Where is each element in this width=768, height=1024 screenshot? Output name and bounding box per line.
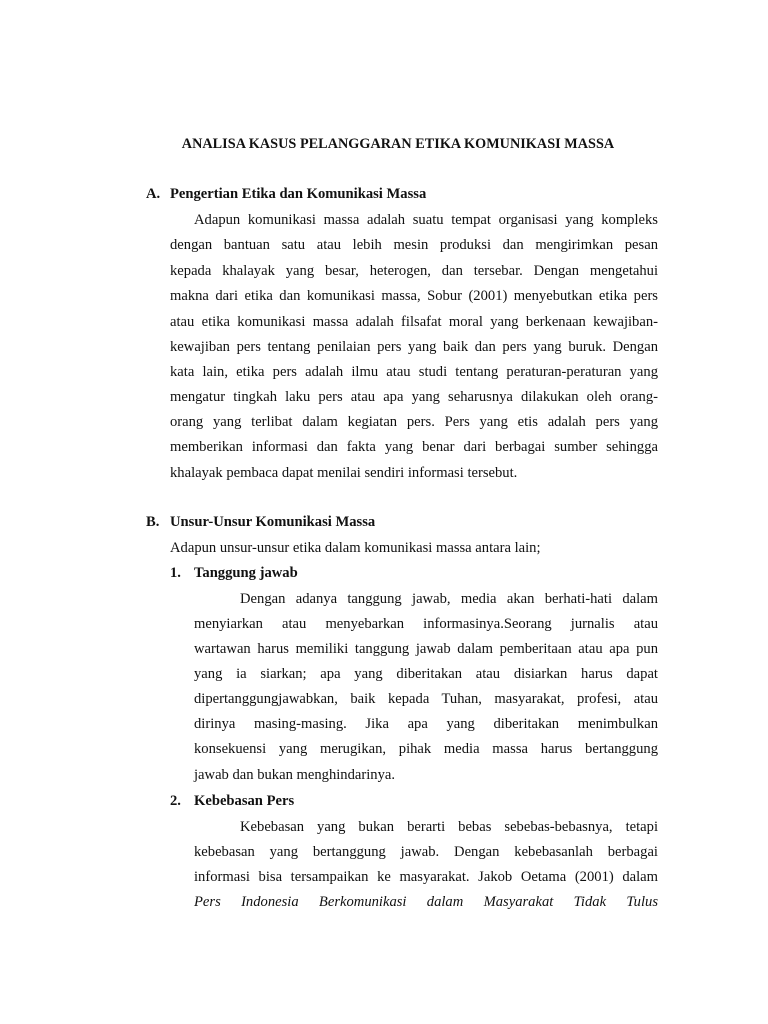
section-a-line-7: kata lain, etika pers adalah ilmu atau studi tentang peraturan-peraturan yang [170, 364, 658, 380]
section-b-marker: B. [146, 514, 160, 530]
section-a-line-9: orang yang terlibat dalam kegiatan pers. Pers yang etis adalah pers yang [170, 414, 658, 430]
item-2-line-2: kebebasan yang bertanggung jawab. Dengan kebebasanlah berbagai [194, 844, 658, 860]
item-1-heading [170, 565, 298, 582]
item-2-heading [170, 793, 294, 810]
item-1-title: Tanggung jawab [194, 565, 298, 581]
item-2-line-4: Pers Indonesia Berkomunikasi dalam Masyarakat Tidak Tulus [194, 894, 658, 910]
section-a-line-1: Adapun komunikasi massa adalah suatu tempat organisasi yang kompleks [194, 212, 658, 228]
section-a-title: Pengertian Etika dan Komunikasi Massa [170, 186, 427, 202]
item-1-marker: 1. [170, 565, 181, 581]
section-b-intro: Adapun unsur-unsur etika dalam komunikasi massa antara lain; [170, 540, 541, 556]
item-2-title: Kebebasan Pers [194, 793, 295, 809]
item-1-line-7: konsekuensi yang merugikan, pihak media massa harus bertanggung [194, 741, 658, 757]
section-a-line-5: atau etika komunikasi massa adalah filsafat moral yang berkenaan kewajiban- [170, 314, 658, 330]
item-1-line-8: jawab dan bukan menghindarinya. [194, 767, 396, 783]
item-1-line-6: dirinya masing-masing. Jika apa yang diberitakan menimbulkan [194, 716, 658, 732]
item-2-line-1: Kebebasan yang bukan berarti bebas sebebas-bebasnya, tetapi [240, 819, 658, 835]
section-a-line-6: kewajiban pers tentang penilaian pers yang baik dan pers yang buruk. Dengan [170, 339, 658, 355]
section-a-line-8: mengatur tingkah laku pers atau apa yang seharusnya dilakukan oleh orang- [170, 389, 658, 405]
document-title: ANALISA KASUS PELANGGARAN ETIKA KOMUNIKASI MASSA [181, 136, 615, 152]
item-1-line-4: yang ia siarkan; apa yang diberitakan atau disiarkan harus dapat [194, 666, 658, 682]
section-a-line-11: khalayak pembaca dapat menilai sendiri informasi tersebut. [170, 465, 518, 481]
section-a-marker: A. [146, 186, 161, 202]
section-a-line-3: kepada khalayak yang besar, heterogen, dan tersebar. Dengan mengetahui [170, 263, 658, 279]
item-1-line-3: wartawan harus memiliki tanggung jawab dalam pemberitaan atau apa pun [194, 641, 658, 657]
item-2-marker: 2. [170, 793, 181, 809]
section-a-line-10: memberikan informasi dan fakta yang benar dari berbagai sumber sehingga [170, 439, 658, 455]
section-b-title: Unsur-Unsur Komunikasi Massa [170, 514, 376, 530]
item-1-line-1: Dengan adanya tanggung jawab, media akan berhati-hati dalam [240, 591, 658, 607]
section-a-heading [146, 186, 426, 203]
section-b-heading [146, 514, 375, 531]
item-1-line-5: dipertanggungjawabkan, baik kepada Tuhan, masyarakat, profesi, atau [194, 691, 658, 707]
section-a-line-2: dengan bantuan satu atau lebih mesin produksi dan mengirimkan pesan [170, 237, 658, 253]
item-1-line-2: menyiarkan atau menyebarkan informasinya.Seorang jurnalis atau [194, 616, 658, 632]
section-a-line-4: makna dari etika dan komunikasi massa, Sobur (2001) menyebutkan etika pers [170, 288, 658, 304]
item-2-line-3: informasi bisa tersampaikan ke masyarakat. Jakob Oetama (2001) dalam [194, 869, 658, 885]
